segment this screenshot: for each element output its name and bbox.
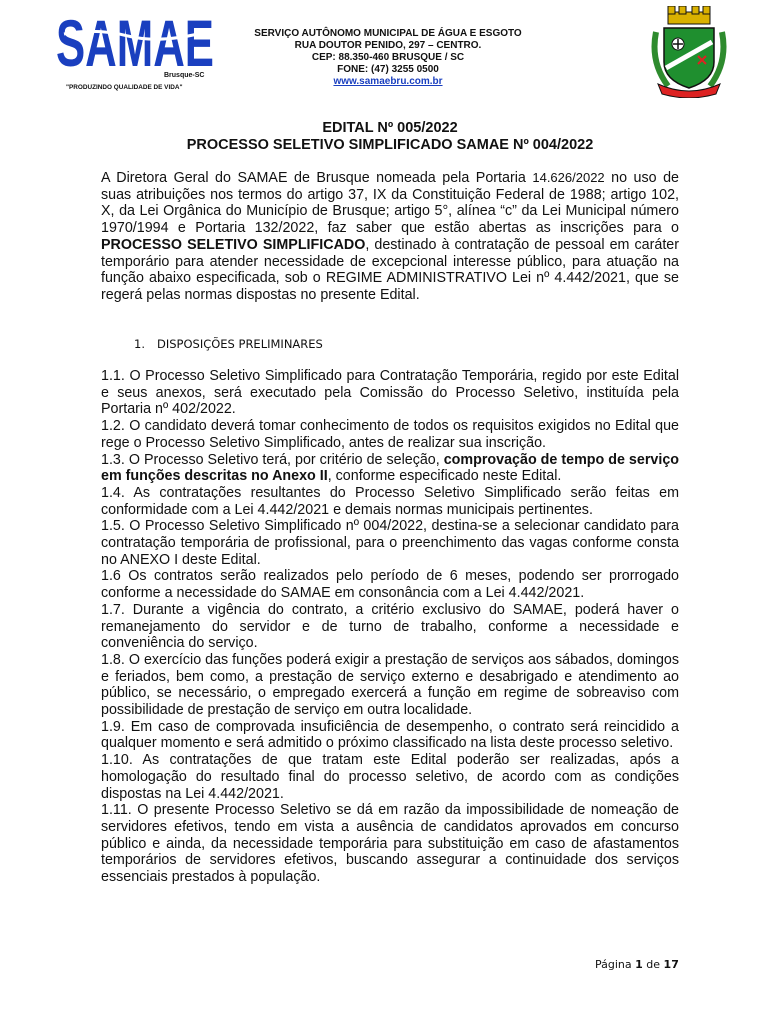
list-item [101, 452, 679, 485]
list-item: 1.6 Os contratos serão realizados pelo período de 6 meses, podendo ser prorrogado conforme a necessidade do SAMAE em consonância com a Lei 4.442/2021. [101, 568, 679, 602]
coat-of-arms-icon [650, 6, 728, 98]
logo-city: Brusque-SC [164, 72, 205, 79]
org-name: SERVIÇO AUTÔNOMO MUNICIPAL DE ÁGUA E ESGOTO [254, 28, 522, 39]
item-text: , conforme especificado neste Edital. [327, 468, 562, 485]
document-title [100, 120, 680, 154]
list-item: 1.11. O presente Processo Seletivo se dá em razão da impossibilidade de nomeação de servidores efetivos, tendo em vista a ausência de candidatos aprovados em concurso público e ainda, da necessidade temporária para substituição em caso de afastamentos temporários de servidores efetivos, buscando assegurar a continuidade dos serviços essenciais prestados à população. [101, 802, 679, 886]
list-item: 1.10. As contratações de que tratam este Edital poderão ser realizadas, após a homologação do resultado final do processo seletivo, de acordo com as condições dispostas na Lei 4.442/2021. [101, 752, 679, 802]
list-item: 1.2. O candidato deverá tomar conhecimento de todos os requisitos exigidos no Edital que rege o Processo Seletivo Simplificado, antes de realizar sua inscrição. [101, 418, 679, 451]
section-items [101, 368, 679, 886]
item-text: 1.3. O Processo Seletivo terá, por critério de seleção, [101, 451, 444, 468]
svg-text:SAMAE: SAMAE [56, 10, 214, 72]
intro-text-1: A Diretora Geral do SAMAE de Brusque nomeada pela Portaria [101, 170, 533, 186]
website-link[interactable]: www.samaebru.com.br [333, 76, 443, 87]
cep: CEP: 88.350-460 BRUSQUE / SC [311, 52, 465, 63]
list-item: 1.4. As contratações resultantes do Processo Seletivo Simplificado serão feitas em conformidade com a Lei 4.442/2021 e demais normas municipais pertinentes. [101, 484, 679, 518]
list-item: 1.1. O Processo Seletivo Simplificado para Contratação Temporária, regido por este Edital e seus anexos, será executado pela Comissão do Processo Seletivo, instituída pela Portaria nº 402/2022. [101, 368, 679, 418]
list-item: 1.5. O Processo Seletivo Simplificado nº 004/2022, destina-se a selecionar candidato para contratação temporária de profissional, para o preenchimento das vagas conforme consta no ANEXO I deste Edital. [101, 518, 679, 568]
samae-wordmark-icon [56, 10, 216, 72]
intro-text-2: no uso de suas atribuições nos termos do artigo 37, IX da Constituição Federal de 1988; artigo 102, X, da Lei Orgânica do Município de Brusque; artigo 5°, alínea “c” da Lei Municipal número 1970/1994 e Portaria 132/2022, faz saber que estão abertas as inscrições para o [101, 170, 680, 237]
section-heading [134, 337, 323, 351]
page-number [595, 958, 679, 971]
address: RUA DOUTOR PENIDO, 297 – CENTRO. [294, 40, 482, 51]
process-title: PROCESSO SELETIVO SIMPLIFICADO SAMAE Nº 004/2022 [186, 137, 594, 153]
samae-logo [56, 10, 216, 91]
list-item: 1.9. Em caso de comprovada insuficiência de desempenho, o contrato será reincidido a qualquer momento e será admitido o próximo classificado na lista deste processo seletivo. [101, 718, 679, 752]
page-of: de [646, 958, 661, 971]
logo-tagline: "PRODUZINDO QUALIDADE DE VIDA" [66, 84, 183, 91]
page-label: Página [595, 958, 632, 971]
item-bold-text: comprovação de tempo de serviço em funções descritas no Anexo II [101, 451, 680, 485]
intro-text-3: , destinado à contratação de pessoal em caráter temporário para atender necessidade de excepcional interesse público, para atuação na função abaixo especificada, sob o REGIME ADMINISTRATIVO Lei nº 4.442/2021, que se regerá pelas normas dispostas no presente Edital. [101, 236, 680, 303]
edital-number: EDITAL Nº 005/2022 [322, 120, 458, 136]
intro-paragraph [101, 170, 679, 304]
current-page: 1 [635, 958, 643, 971]
portaria-number: 14.626/2022 [532, 170, 605, 185]
phone: FONE: (47) 3255 0500 [337, 64, 439, 75]
list-item: 1.7. Durante a vigência do contrato, a critério exclusivo do SAMAE, poderá haver o remanejamento do servidor e de turno de trabalho, conforme a necessidade e conveniência do serviço. [101, 601, 679, 652]
total-pages: 17 [663, 958, 679, 971]
letterhead [228, 28, 548, 88]
list-item: 1.8. O exercício das funções poderá exigir a prestação de serviços aos sábados, domingos e feriados, bem como, a prestação de serviço externo e desabrigado e atendimento ao público, se necessário, o empregado exercerá a função em regime de sobreaviso com possibilidade de prestação de serviço em outra localidade. [101, 651, 679, 719]
intro-bold-text: PROCESSO SELETIVO SIMPLIFICADO [101, 236, 366, 253]
section-title: DISPOSIÇÕES PRELIMINARES [156, 337, 323, 351]
section-number: 1. [134, 337, 145, 351]
